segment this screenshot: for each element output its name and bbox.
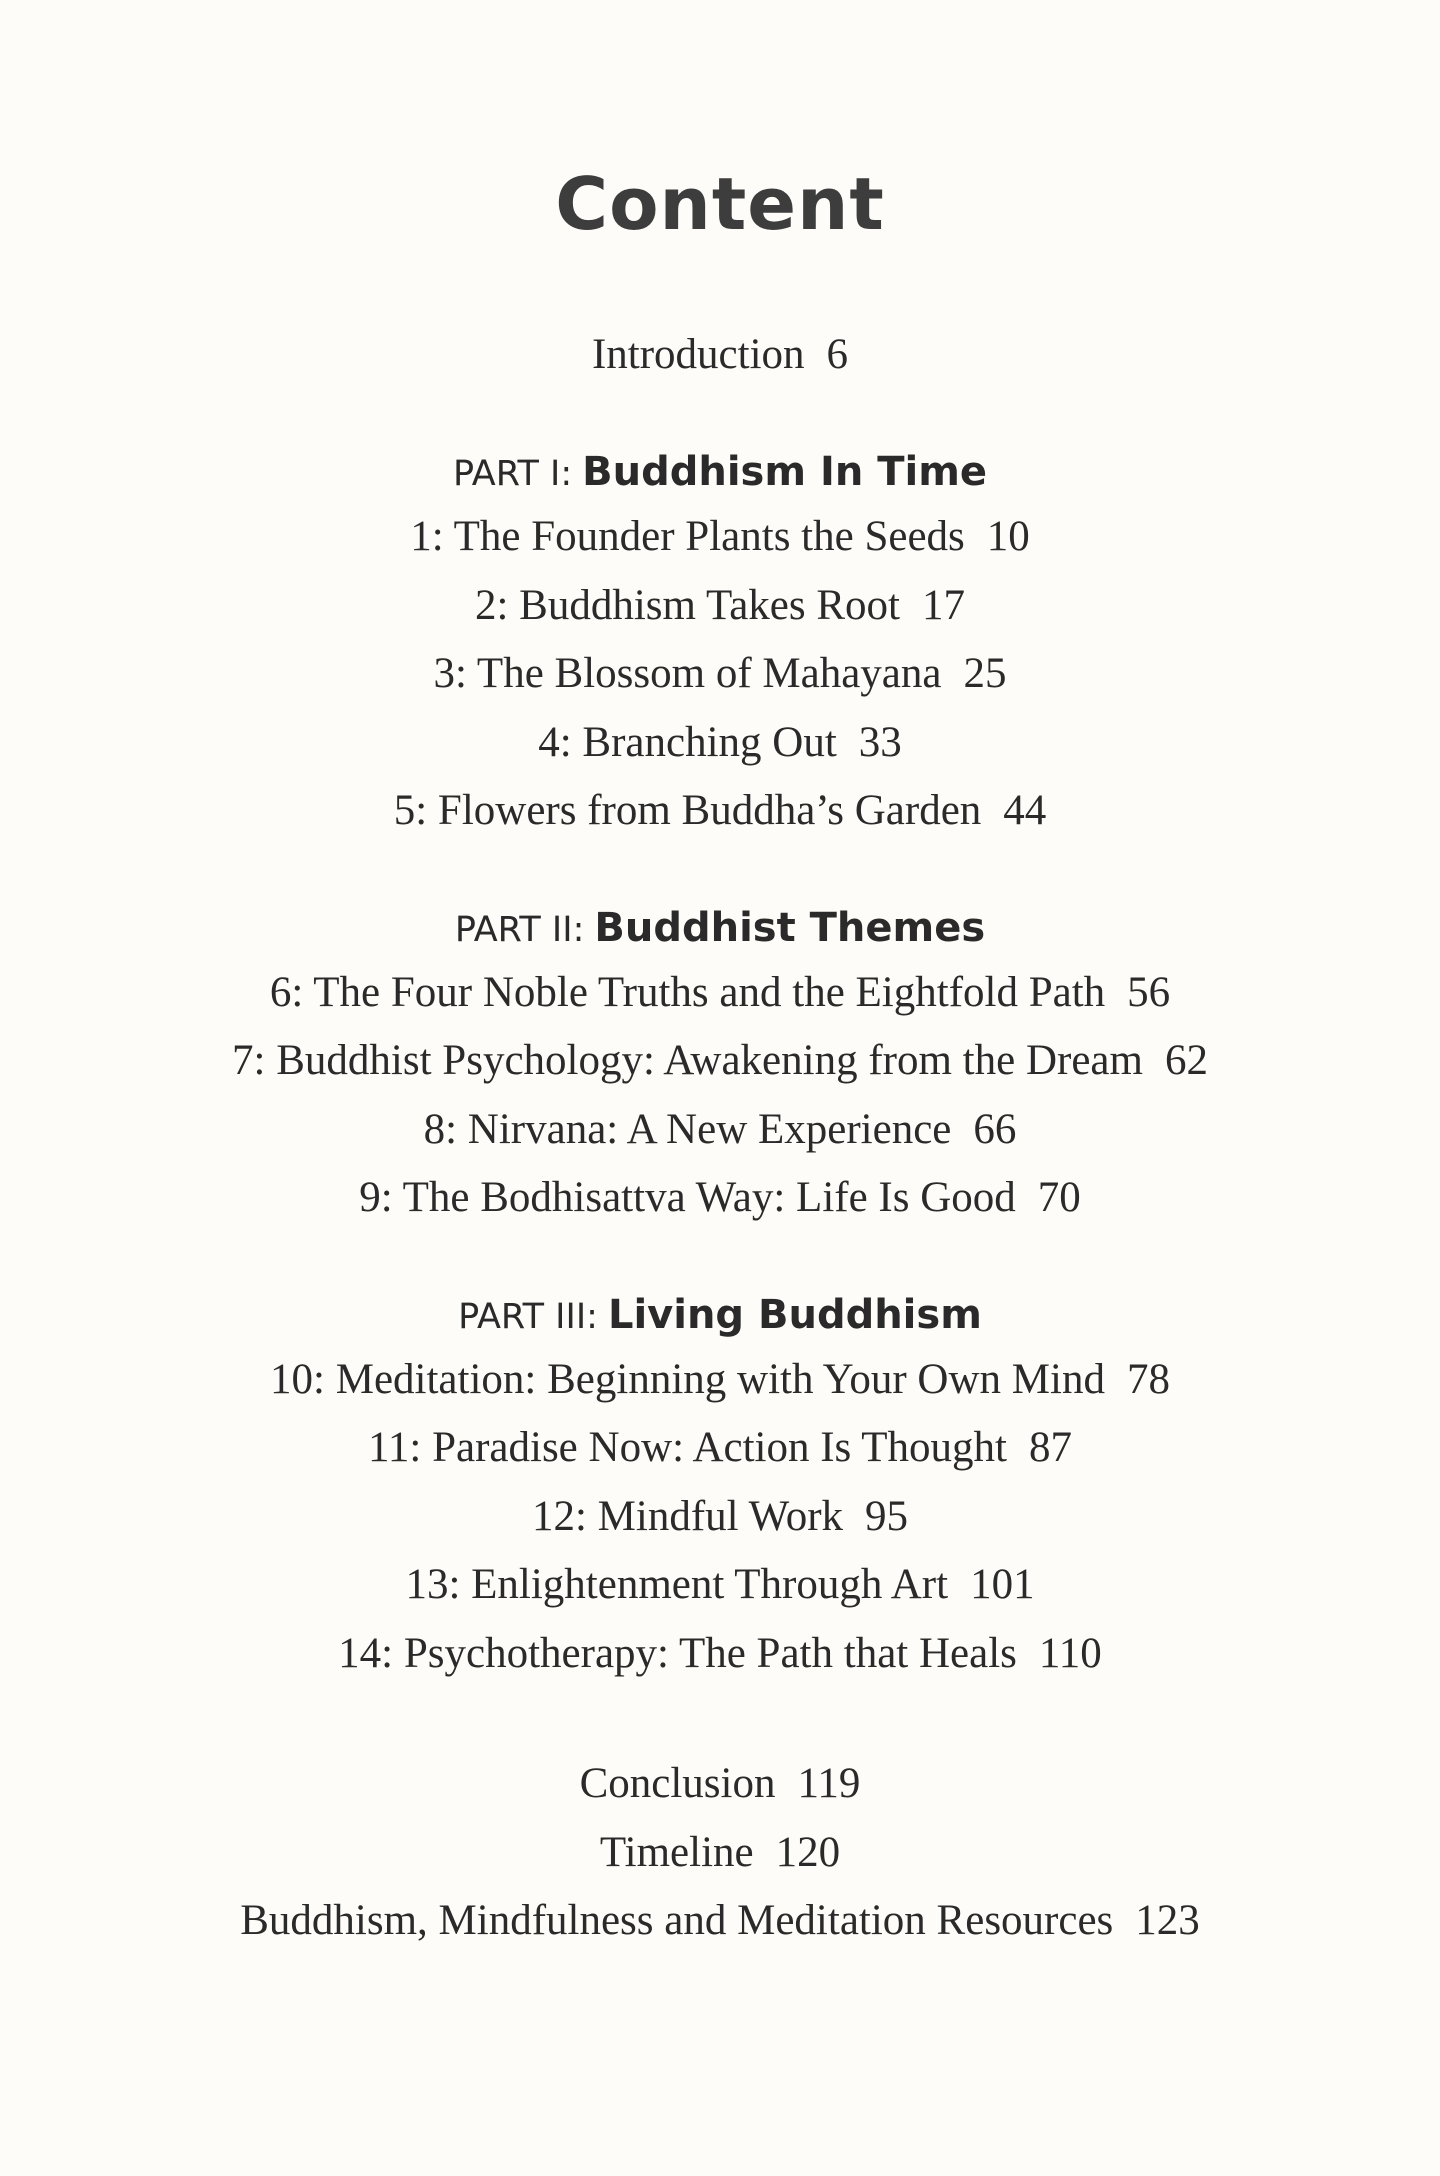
- entry-page-number: 17: [922, 582, 966, 629]
- toc-entry-timeline: [0, 1831, 1440, 1874]
- entry-label: Buddhism, Mindfulness and Meditation Resources: [240, 1897, 1114, 1944]
- entry-label: 4: Branching Out: [538, 719, 837, 766]
- entry-label: 5: Flowers from Buddha’s Garden: [393, 787, 982, 834]
- entry-page-number: 66: [973, 1106, 1017, 1153]
- part-heading-2: [0, 905, 1440, 951]
- entry-page-number: 87: [1028, 1424, 1072, 1471]
- toc-entry-resources: [0, 1899, 1440, 1942]
- entry-label: 10: Meditation: Beginning with Your Own Mind: [270, 1356, 1105, 1403]
- entry-label: 6: The Four Noble Truths and the Eightfold Path: [269, 969, 1106, 1016]
- part-prefix: PART I:: [452, 454, 573, 494]
- toc-entry-chapter-13: [0, 1563, 1440, 1606]
- toc-entry-chapter-5: [0, 789, 1440, 832]
- toc-entry-chapter-2: [0, 584, 1440, 627]
- toc-entry-chapter-8: [0, 1108, 1440, 1151]
- entry-page-number: 119: [797, 1760, 861, 1807]
- entry-page-number: 44: [1003, 787, 1047, 834]
- toc-entry-chapter-6: [0, 971, 1440, 1014]
- entry-label: 7: Buddhist Psychology: Awakening from the Dream: [232, 1037, 1143, 1084]
- entry-label: 9: The Bodhisattva Way: Life Is Good: [359, 1174, 1016, 1221]
- entry-label: Conclusion: [579, 1760, 776, 1807]
- toc-entry-chapter-14: [0, 1632, 1440, 1675]
- part-prefix: PART III:: [458, 1297, 598, 1337]
- entry-label: Introduction: [591, 331, 805, 378]
- entry-page-number: 110: [1038, 1630, 1102, 1677]
- part-name: Buddhism In Time: [582, 449, 988, 495]
- toc-entry-introduction: [0, 333, 1440, 376]
- entry-page-number: 120: [775, 1829, 841, 1876]
- entry-page-number: 70: [1037, 1174, 1081, 1221]
- entry-label: Timeline: [599, 1829, 754, 1876]
- entry-page-number: 10: [986, 513, 1030, 560]
- toc-entry-chapter-4: [0, 721, 1440, 764]
- toc-entry-chapter-10: [0, 1358, 1440, 1401]
- entry-page-number: 95: [865, 1493, 909, 1540]
- entry-page-number: 78: [1126, 1356, 1170, 1403]
- toc-entry-chapter-1: [0, 515, 1440, 558]
- part-name: Living Buddhism: [607, 1292, 982, 1338]
- toc-entry-chapter-9: [0, 1176, 1440, 1219]
- entry-label: 3: The Blossom of Mahayana: [433, 650, 942, 697]
- page-title: Content: [555, 162, 885, 246]
- entry-label: 13: Enlightenment Through Art: [405, 1561, 949, 1608]
- part-name: Buddhist Themes: [594, 905, 986, 951]
- part-prefix: PART II:: [454, 910, 585, 950]
- entry-page-number: 6: [826, 331, 849, 378]
- entry-label: 12: Mindful Work: [531, 1493, 844, 1540]
- entry-page-number: 33: [858, 719, 902, 766]
- toc-entry-conclusion: [0, 1762, 1440, 1805]
- entry-page-number: 56: [1127, 969, 1171, 1016]
- toc-entry-chapter-3: [0, 652, 1440, 695]
- entry-label: 2: Buddhism Takes Root: [474, 582, 901, 629]
- entry-label: 8: Nirvana: A New Experience: [423, 1106, 952, 1153]
- entry-page-number: 25: [963, 650, 1007, 697]
- entry-label: 1: The Founder Plants the Seeds: [410, 513, 965, 560]
- entry-label: 11: Paradise Now: Action Is Thought: [368, 1424, 1007, 1471]
- part-heading-1: [0, 449, 1440, 495]
- toc-entry-chapter-11: [0, 1426, 1440, 1469]
- entry-page-number: 62: [1164, 1037, 1208, 1084]
- toc-entry-chapter-7: [0, 1039, 1440, 1082]
- toc-entry-chapter-12: [0, 1495, 1440, 1538]
- entry-label: 14: Psychotherapy: The Path that Heals: [338, 1630, 1017, 1677]
- part-heading-3: [0, 1292, 1440, 1338]
- entry-page-number: 123: [1135, 1897, 1200, 1944]
- entry-page-number: 101: [970, 1561, 1035, 1608]
